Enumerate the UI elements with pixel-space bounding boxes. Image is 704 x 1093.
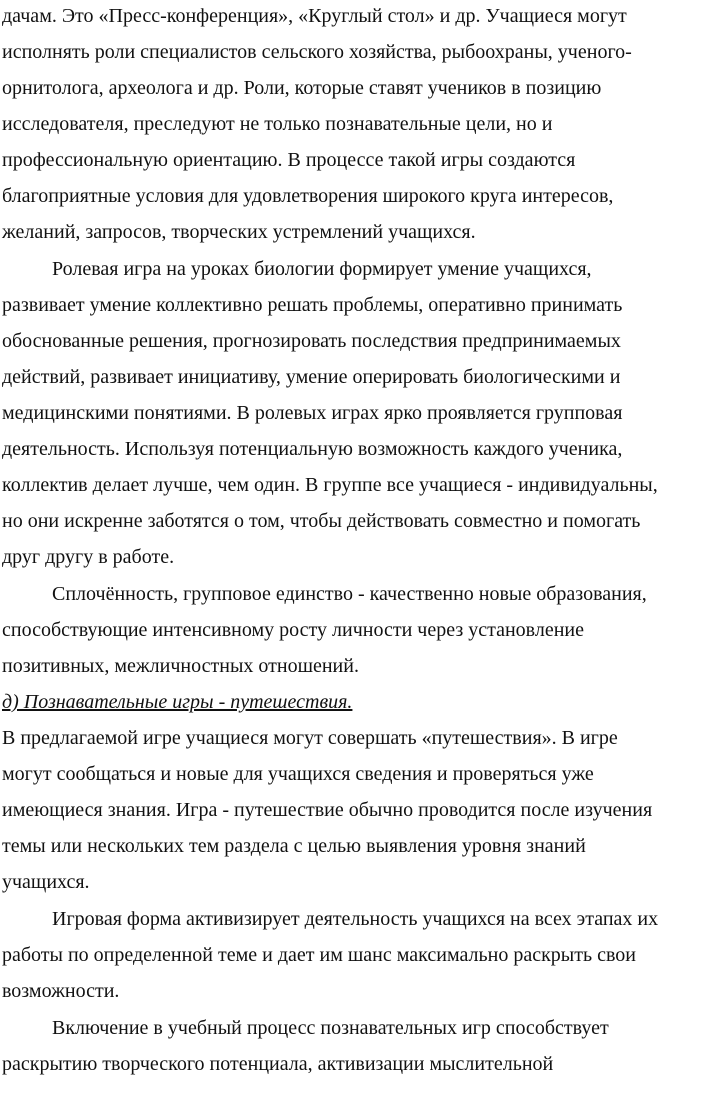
text-line: дачам. Это «Пресс-конференция», «Круглый стол» и др. Учащиеся могут <box>2 5 627 27</box>
text-line: развивает умение коллективно решать проблемы, оперативно принимать <box>2 294 623 316</box>
text-line: могут сообщаться и новые для учащихся сведения и проверяться уже <box>2 763 594 785</box>
paragraph-start-line: Сплочённость, групповое единство - качественно новые образования, <box>52 583 647 605</box>
text-line: обоснованные решения, прогнозировать последствия предпринимаемых <box>2 330 621 352</box>
text-line: профессиональную ориентацию. В процессе такой игры создаются <box>2 149 576 171</box>
text-line: желаний, запросов, творческих устремлений учащихся. <box>2 221 476 243</box>
text-line: исполнять роли специалистов сельского хозяйства, рыбоохраны, ученого- <box>2 41 632 63</box>
text-line: благоприятные условия для удовлетворения широкого круга интересов, <box>2 185 614 207</box>
paragraph-start-line: Включение в учебный процесс познавательных игр способствует <box>52 1017 609 1039</box>
text-line: раскрытию творческого потенциала, активизации мыслительной <box>2 1053 554 1075</box>
paragraph-start-line: Игровая форма активизирует деятельность учащихся на всех этапах их <box>52 908 659 930</box>
text-line: способствующие интенсивному росту личности через установление <box>2 619 584 641</box>
section-heading: д) Познавательные игры - путешествия. <box>2 691 353 713</box>
text-line: работы по определенной теме и дает им шанс максимально раскрыть свои <box>2 944 636 966</box>
text-line: учащихся. <box>2 871 90 893</box>
text-line: но они искренне заботятся о том, чтобы действовать совместно и помогать <box>2 510 641 532</box>
text-line: орнитолога, археолога и др. Роли, которые ставят учеников в позицию <box>2 77 602 99</box>
text-line: коллектив делает лучше, чем один. В группе все учащиеся - индивидуальны, <box>2 474 658 496</box>
text-line: исследователя, преследуют не только познавательные цели, но и <box>2 113 553 135</box>
text-line: позитивных, межличностных отношений. <box>2 655 359 677</box>
text-line: возможности. <box>2 980 120 1002</box>
text-line: действий, развивает инициативу, умение оперировать биологическими и <box>2 366 621 388</box>
text-line: В предлагаемой игре учащиеся могут совершать «путешествия». В игре <box>2 727 618 749</box>
paragraph-start-line: Ролевая игра на уроках биологии формирует умение учащихся, <box>52 258 592 280</box>
text-line: медицинскими понятиями. В ролевых играх ярко проявляется групповая <box>2 402 623 424</box>
text-line: деятельность. Используя потенциальную возможность каждого ученика, <box>2 438 623 460</box>
text-line: темы или нескольких тем раздела с целью выявления уровня знаний <box>2 835 586 857</box>
text-line: друг другу в работе. <box>2 546 175 568</box>
text-line: имеющиеся знания. Игра - путешествие обычно проводится после изучения <box>2 799 653 821</box>
